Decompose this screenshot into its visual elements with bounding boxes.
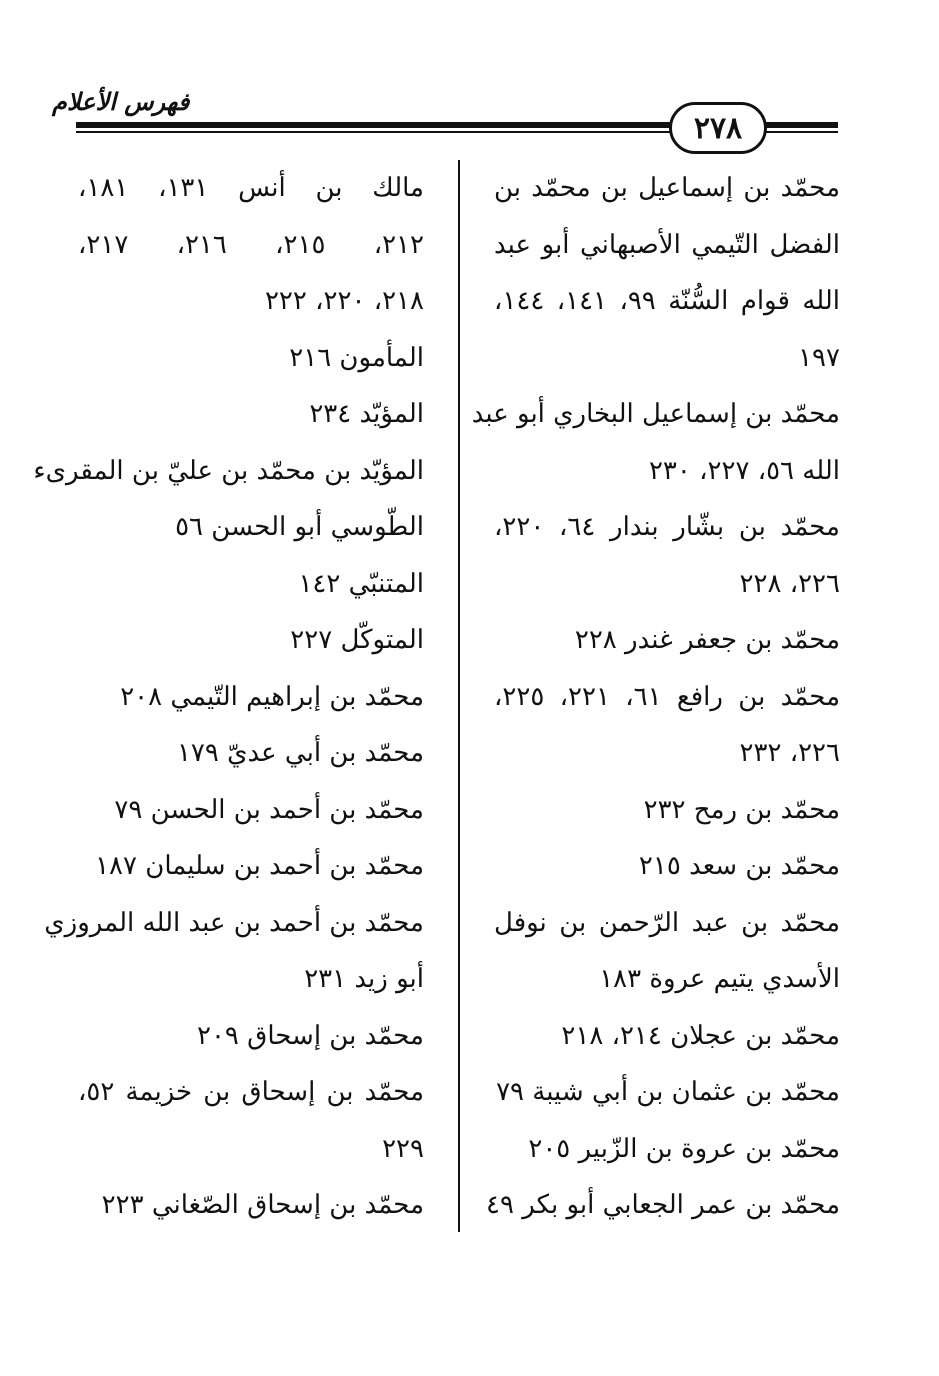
page-number-badge	[669, 102, 767, 154]
index-entry-line: محمّد بن عثمان بن أبي شيبة ٧٩	[496, 1077, 840, 1107]
index-entry-line: محمّد بن أحمد بن الحسن ٧٩	[114, 794, 424, 825]
index-entry-line: ٢١٨، ٢٢٠، ٢٢٢	[264, 286, 424, 316]
index-column-right	[471, 160, 841, 1234]
index-entry-line: الطّوسي أبو الحسن ٥٦	[175, 512, 424, 542]
index-entry-line: محمّد بن إسماعيل بن محمّد بن	[494, 173, 840, 203]
index-entry-line: الأسدي يتيم عروة ١٨٣	[599, 964, 840, 994]
index-entry-line: محمّد بن عمر الجعابي أبو بكر ٤٩	[486, 1190, 840, 1220]
index-entry-line: ٢٢٦، ٢٣٢	[739, 738, 840, 768]
index-entry-line: محمّد بن رمح ٢٣٢	[643, 794, 840, 825]
index-entry-line: ٢٢٩	[382, 1133, 424, 1164]
index-entry-line: محمّد بن بشّار بندار ٦٤، ٢٢٠،	[494, 512, 840, 542]
index-entry-line: الله ٥٦، ٢٢٧، ٢٣٠	[648, 455, 840, 486]
index-entry-line: أبو زيد ٢٣١	[304, 964, 424, 994]
index-entry-line: محمّد بن أحمد بن سليمان ١٨٧	[95, 851, 424, 881]
index-column-left	[33, 160, 424, 1234]
index-entry-line: المؤيّد بن محمّد بن عليّ بن المقرىء	[33, 455, 424, 486]
index-entry-line: محمّد بن سعد ٢١٥	[638, 851, 840, 881]
running-header-title: فهرس الأعلام	[52, 87, 190, 116]
index-entry-line: محمّد بن إسماعيل البخاري أبو عبد	[471, 399, 840, 429]
index-entry-line: مالك بن أنس ١٣١، ١٨١،	[78, 173, 424, 203]
index-entry-line: محمّد بن أبي عديّ ١٧٩	[176, 738, 424, 768]
index-entry-line: المؤيّد ٢٣٤	[309, 399, 424, 429]
index-entry-line: محمّد بن إسحاق ٢٠٩	[196, 1020, 424, 1051]
index-entry-line: المتنبّي ١٤٢	[298, 568, 424, 599]
index-entry-line: محمّد بن رافع ٦١، ٢٢١، ٢٢٥،	[494, 681, 841, 712]
index-entry-line: المأمون ٢١٦	[289, 342, 424, 373]
index-entry-line: محمّد بن إسحاق الصّغاني ٢٢٣	[101, 1190, 424, 1220]
index-entry-line: الفضل التّيمي الأصبهاني أبو عبد	[494, 229, 840, 260]
column-divider	[458, 160, 460, 1232]
index-entry-line: ٢١٢، ٢١٥، ٢١٦، ٢١٧،	[78, 229, 424, 260]
index-entry-line: المتوكّل ٢٢٧	[290, 625, 424, 655]
index-entry-line: محمّد بن عجلان ٢١٤، ٢١٨	[561, 1020, 840, 1051]
index-entry-line: محمّد بن إسحاق بن خزيمة ٥٢،	[78, 1077, 424, 1107]
index-entry-line: ١٩٧	[798, 342, 840, 373]
index-entry-line: محمّد بن إبراهيم التّيمي ٢٠٨	[120, 681, 424, 712]
index-entry-line: محمّد بن جعفر غندر ٢٢٨	[574, 625, 840, 655]
index-entry-line: الله قوام السُّنّة ٩٩، ١٤١، ١٤٤،	[494, 286, 841, 316]
page-number: ٢٧٨	[693, 110, 743, 146]
index-entry-line: محمّد بن أحمد بن عبد الله المروزي	[44, 907, 424, 938]
index-entry-line: ٢٢٦، ٢٢٨	[739, 568, 840, 599]
index-entry-line: محمّد بن عروة بن الزّبير ٢٠٥	[528, 1133, 840, 1164]
index-entry-line: محمّد بن عبد الرّحمن بن نوفل	[494, 907, 840, 938]
